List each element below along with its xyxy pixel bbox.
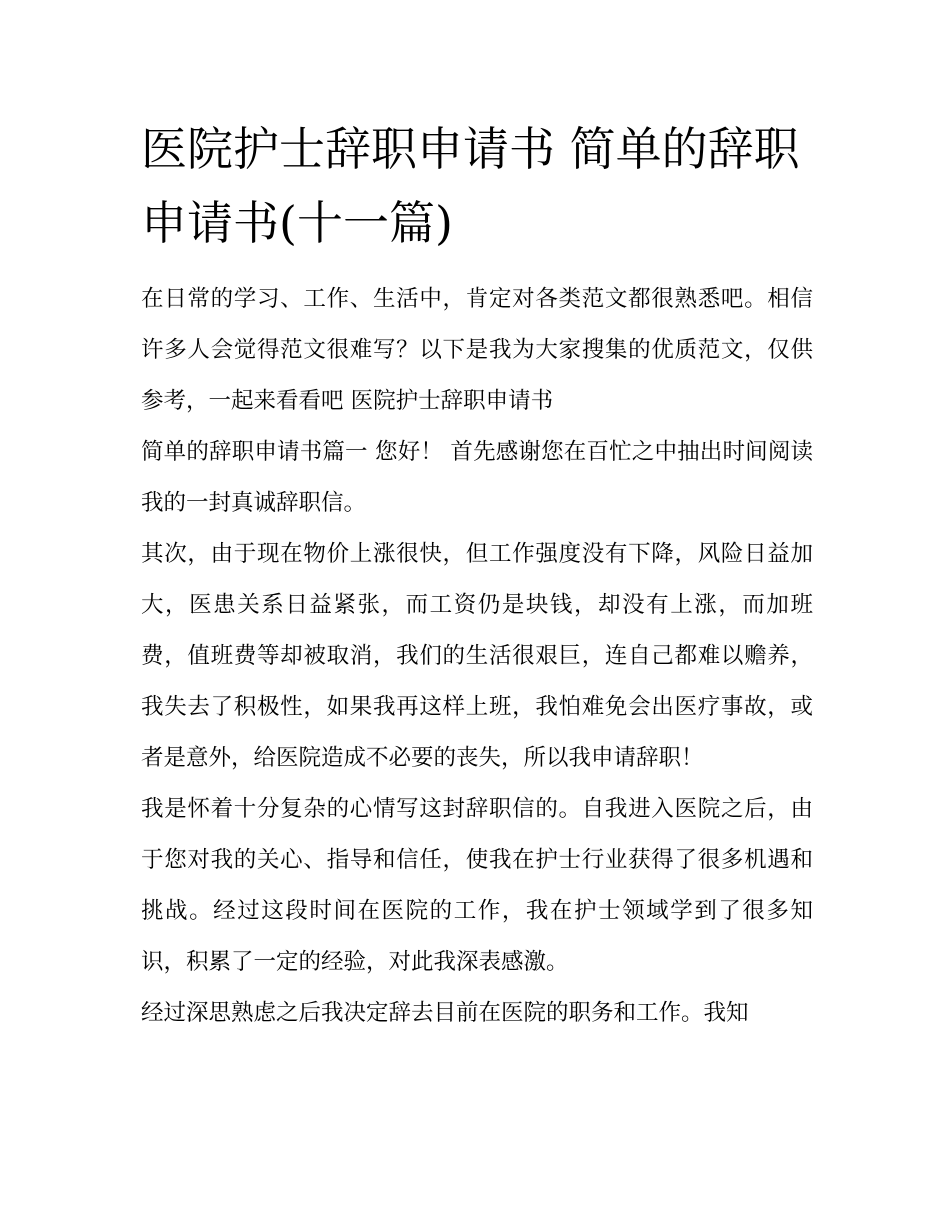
paragraph-reasons: 其次，由于现在物价上涨很快，但工作强度没有下降，风险日益加大，医患关系日益紧张，而工资仍是块钱，却没有上涨，而加班费，值班费等却被取消，我们的生活很艰巨，连自己都难以赡养，我失去了积极性，如果我再这样上班，我怕难免会出医疗事故，或者是意外，给医院造成不必要的丧失，所以我申请辞职！ [141,541,813,771]
paragraph-decision: 经过深思熟虑之后我决定辞去目前在医院的职务和工作。我知 [141,1000,749,1026]
document-title: 医院护士辞职申请书 简单的辞职申请书(十一篇) [141,122,800,250]
document-page [141,112,813,1039]
paragraph-greeting: 简单的辞职申请书篇一 您好！ 首先感谢您在百忙之中抽出时间阅读我的一封真诚辞职信。 [141,439,813,516]
paragraph-intro: 在日常的学习、工作、生活中，肯定对各类范文都很熟悉吧。相信许多人会觉得范文很难写？以下是我为大家搜集的优质范文，仅供参考，一起来看看吧 医院护士辞职申请书 [141,286,813,414]
paragraph-gratitude: 我是怀着十分复杂的心情写这封辞职信的。自我进入医院之后，由于您对我的关心、指导和信任，使我在护士行业获得了很多机遇和挑战。经过这段时间在医院的工作，我在护士领域学到了很多知识，积累了一定的经验，对此我深表感激。 [141,796,813,975]
